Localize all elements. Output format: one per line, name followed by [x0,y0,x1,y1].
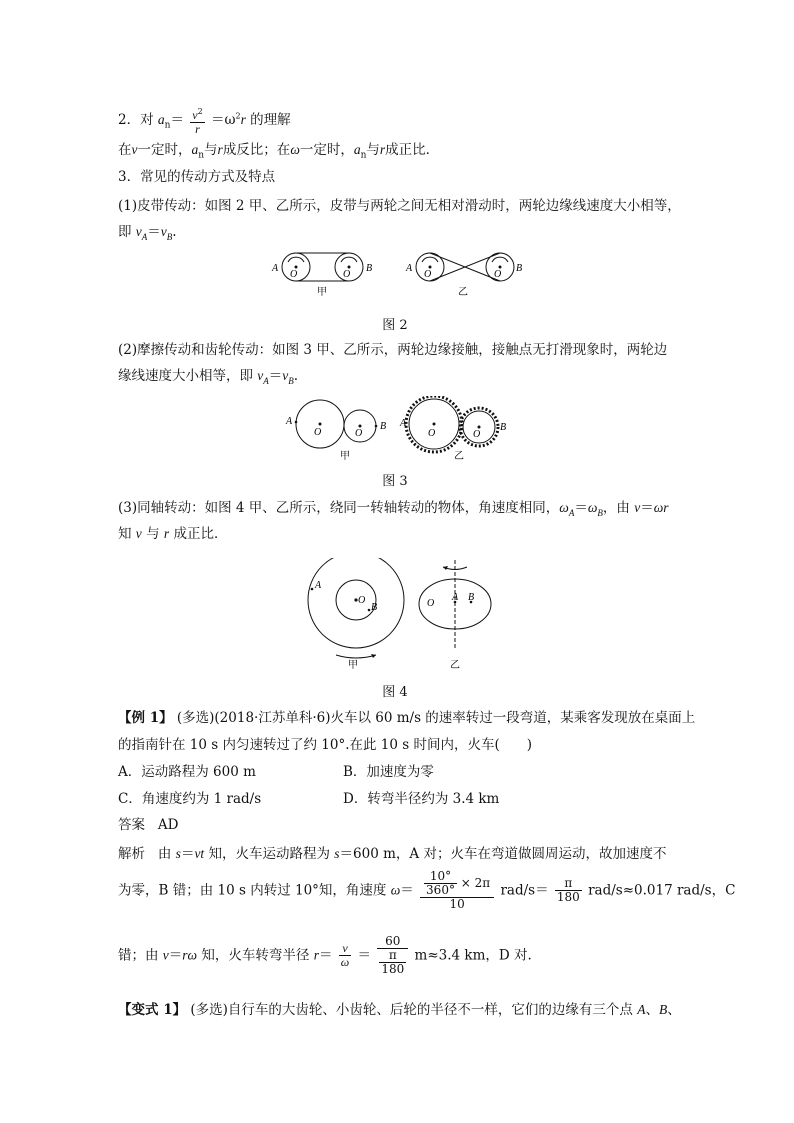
svg-text:A: A [406,263,413,274]
figure-2-belt-drive [262,250,542,300]
svg-text:O: O [355,428,363,439]
friction-wheels-jia [285,400,386,462]
item-2-heading: 2．对 $a_n=$ $\frac{v^2}{r}$ $=\omega^2r$ 的理解 [118,107,291,136]
belt-drive-formula: 即 $v_A=v_B$. [118,224,177,242]
figure-4-caption: 图 4 [382,685,408,700]
example-1-stem: 【例 1】 (多选)(2018·江苏单科·6)火车以 60 m/s 的速率转过一段弯道，某乘客发现放在桌面上 [118,710,696,726]
gear-wheels-yi [399,396,506,462]
svg-text:乙: 乙 [454,451,464,462]
figure-2-caption: 图 2 [382,318,408,333]
coaxial-conclusion: 知 v 与 r 成正比． [118,526,228,542]
figure-4-coaxial [300,558,510,670]
svg-text:B: B [380,421,387,432]
belt-drive-text: (1)皮带传动：如图 2 甲、乙所示，皮带与两轮之间无相对滑动时，两轮边缘线速度大小相等， [118,198,681,214]
svg-text:O: O [494,269,502,280]
radius-fraction: $\frac{60}{\frac{\pi}{180}}$ [377,935,408,976]
variant-1-stem: 【变式 1】 (多选)自行车的大齿轮、小齿轮、后轮的半径不一样，它们的边缘有三个点 A、B、 [118,1002,681,1018]
option-b: B．加速度为零 [343,764,434,780]
friction-drive-formula: 缘线速度大小相等，即 $v_A=v_B$. [118,368,299,386]
belt-open-jia [271,253,372,298]
svg-text:B: B [371,602,378,613]
belt-crossed-yi [405,253,522,298]
svg-text:A: A [315,580,322,591]
svg-text:A: A [272,263,279,274]
example-1-stem-cont: 的指南针在 10 s 内匀速转过了约 10°.在此 10 s 时间内，火车( ) [118,737,533,753]
svg-text:O: O [343,269,351,280]
option-a: A．运动路程为 600 m [118,764,256,780]
svg-text:O: O [428,428,436,439]
analysis-line-1: 解析 由 s＝vt 知，火车运动路程为 s＝600 m，A 对；火车在弯道做圆周运动，故加速度不 [118,846,667,862]
svg-text:乙: 乙 [450,660,460,670]
coaxial-text: (3)同轴转动：如图 4 甲、乙所示，绕同一转轴转动的物体，角速度相同，$\omega_A=\omega_B$，由 v＝ωr [118,500,669,518]
svg-text:B: B [366,263,373,274]
svg-text:B: B [516,263,523,274]
svg-text:乙: 乙 [458,287,468,298]
figure-3-caption: 图 3 [382,474,408,489]
svg-text:O: O [427,598,435,609]
svg-text:B: B [468,592,475,603]
svg-text:A: A [286,416,293,427]
analysis-line-3: 错；由 v＝rω 知，火车转弯半径 r＝ $\frac{v}{\omega}$ ＝ $\frac{60}{\frac{\pi}{180}}$ m≈3.4 km，D 对. [118,934,532,976]
answer: 答案 AD [118,817,179,833]
rotating-ellipse-yi [419,560,491,670]
svg-text:O: O [290,269,298,280]
svg-text:O: O [358,595,366,606]
item-2-text: 在v一定时，$a_n$与r成反比；在ω一定时，$a_n$与r成正比． [118,142,440,161]
svg-text:O: O [473,429,481,440]
svg-text:B: B [500,422,507,433]
svg-text:甲: 甲 [340,451,350,462]
figure-3-friction-gear [282,396,522,462]
option-d: D．转弯半径约为 3.4 km [343,791,500,807]
item-3-heading: 3．常见的传动方式及特点 [118,169,276,185]
svg-text:A: A [400,418,407,429]
option-c: C．角速度约为 1 rad/s [118,791,262,807]
angular-velocity-fraction: $\frac{10^\circ}{360^\circ}$ × 2π 10 [420,870,494,911]
analysis-line-2: 为零，B 错；由 10 s 内转过 10°知，角速度 ω＝ $\frac{10^\circ}{360^\circ}$ × 2π 10 rad/s＝ $\frac{\pi}{180}$ rad/s≈0.017 rad/s，C [118,869,736,911]
svg-text:甲: 甲 [317,287,327,298]
friction-drive-text: (2)摩擦传动和齿轮传动：如图 3 甲、乙所示，两轮边缘接触，接触点无打滑现象时，两轮边 [118,342,668,358]
concentric-circles-jia [308,558,404,670]
svg-text:A: A [452,592,459,603]
fraction-v2-over-r: $\frac{v^2}{r}$ [192,107,203,136]
svg-text:甲: 甲 [348,660,358,670]
svg-text:O: O [424,269,432,280]
svg-text:O: O [314,427,322,438]
